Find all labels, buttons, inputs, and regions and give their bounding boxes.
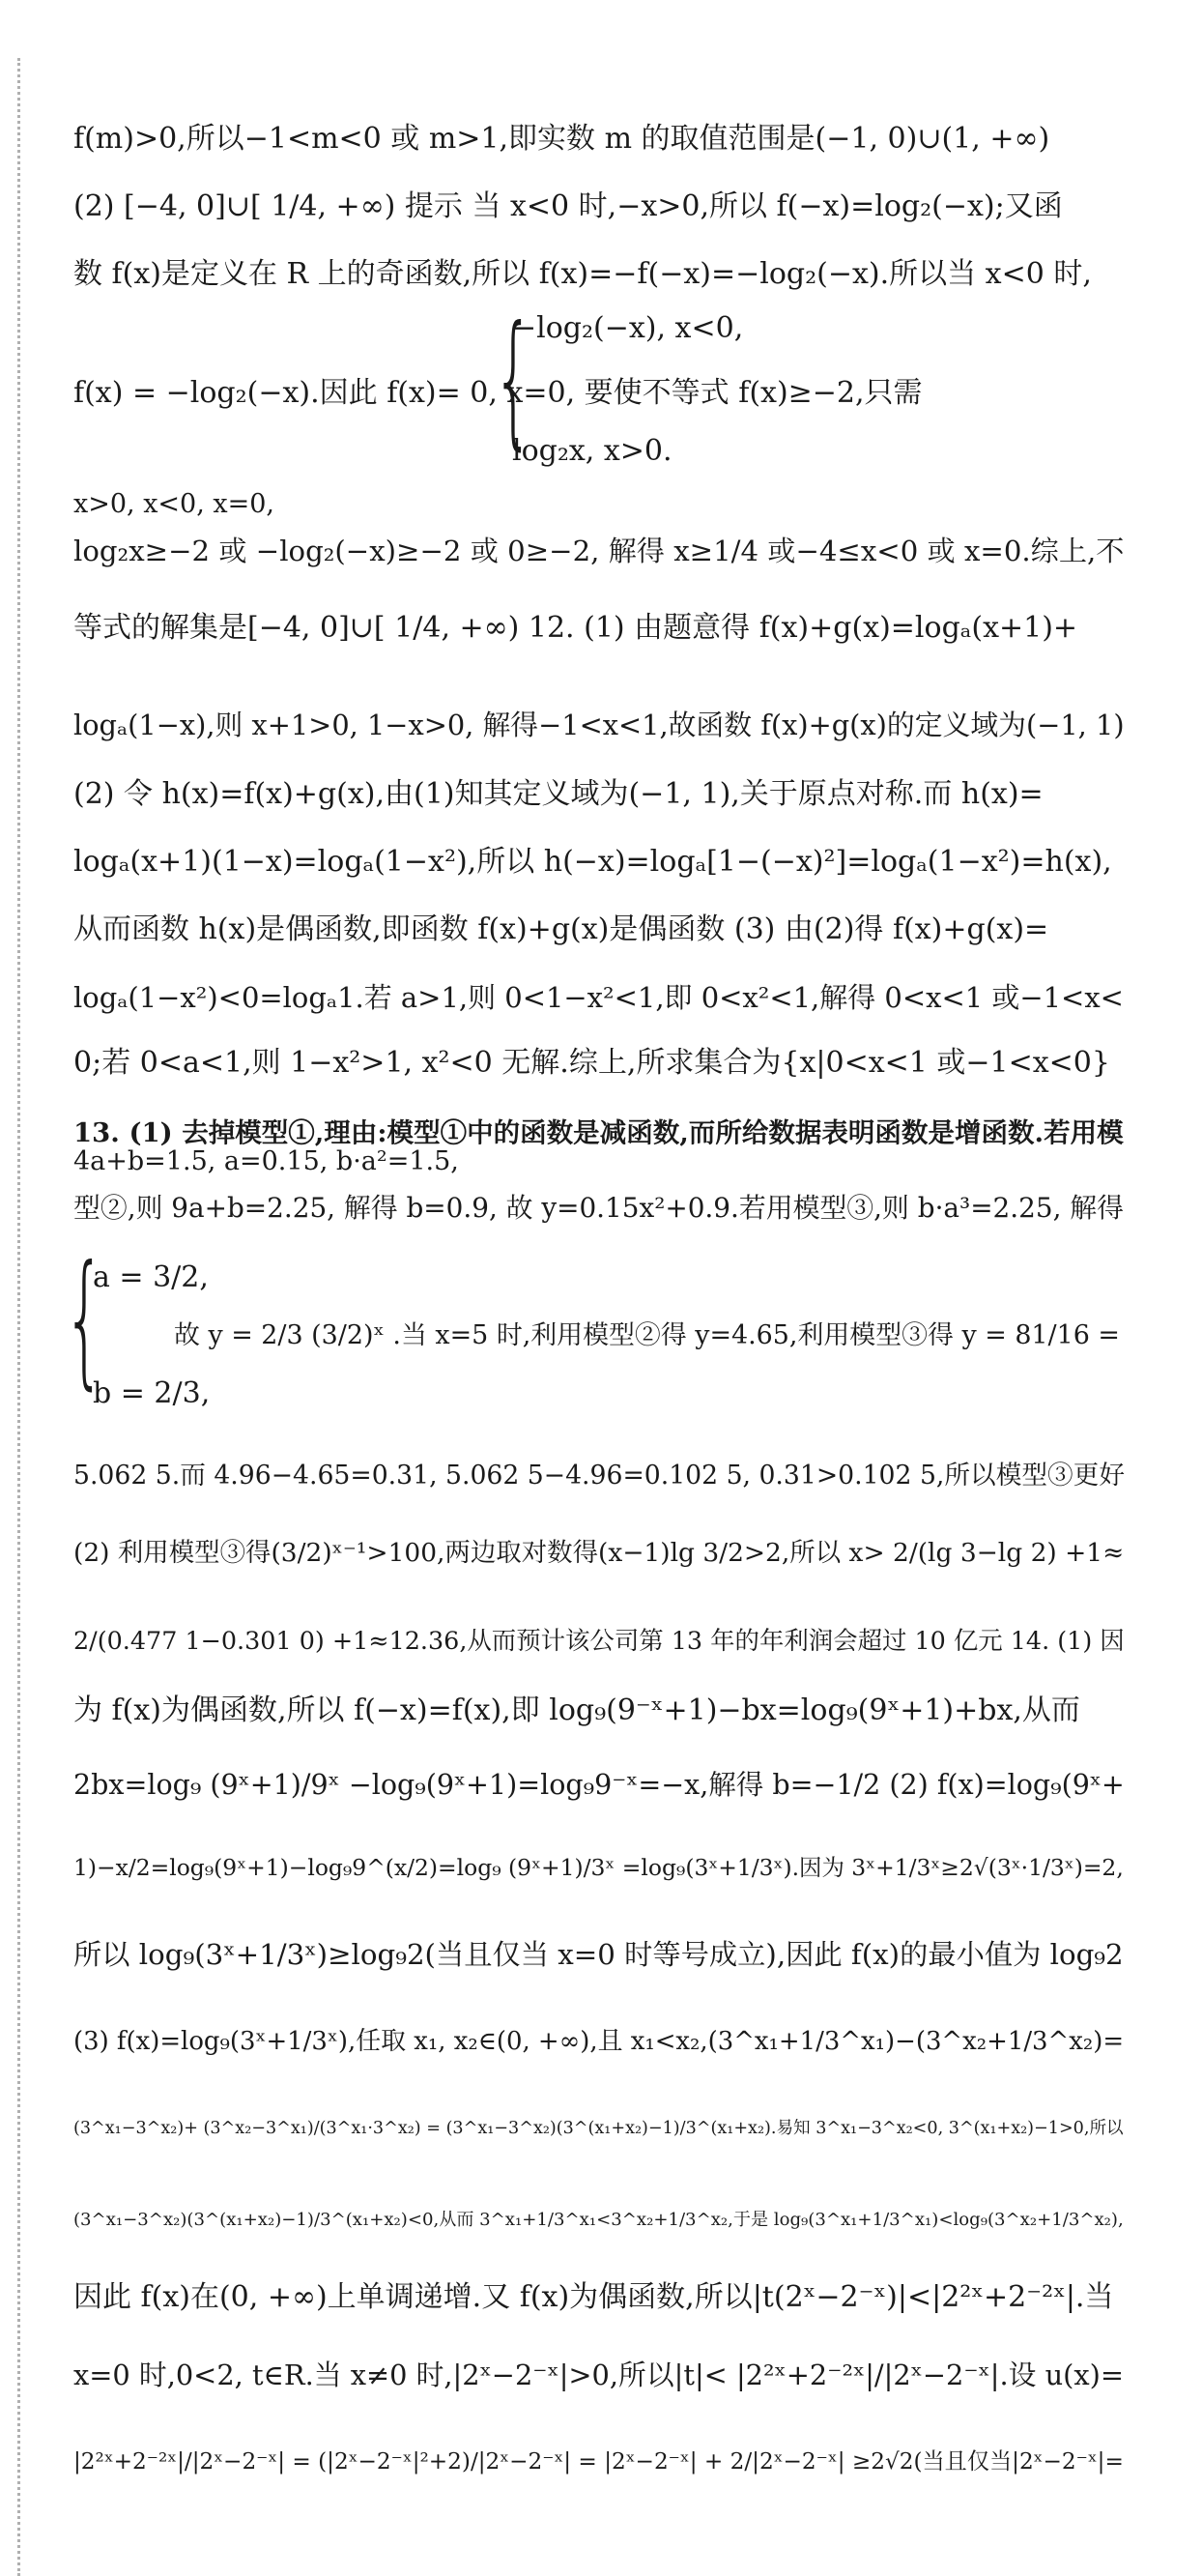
text-line: (3^x₁−3^x₂)(3^(x₁+x₂)−1)/3^(x₁+x₂)<0,从而 3^x₁+1/3^x₁<3^x₂+1/3^x₂,于是 log₉(3^x₁+1/3^x₁)<log₉(3^x₂+1/3^x₂), [73, 2210, 1124, 2230]
text-line: (3^x₁−3^x₂)+ (3^x₂−3^x₁)/(3^x₁·3^x₂) = (3^x₁−3^x₂)(3^(x₁+x₂)−1)/3^(x₁+x₂).易知 3^x₁−3^x₂<0, 3^(x₁+x₂)−1>0,所以 [73, 2119, 1124, 2138]
text-line: logₐ(1−x²)<0=logₐ1.若 a>1,则 0<1−x²<1,即 0<x²<1,解得 0<x<1 或−1<x< [73, 981, 1124, 1014]
text-line: a = 3/2, [93, 1260, 209, 1294]
text-line: log₂x≥−2 或 −log₂(−x)≥−2 或 0≥−2, 解得 x≥1/4 或−4≤x<0 或 x=0.综上,不 [73, 535, 1125, 567]
text-line: 从而函数 h(x)是偶函数,即函数 f(x)+g(x)是偶函数 (3) 由(2)得 f(x)+g(x)= [73, 912, 1049, 946]
text-line: 所以 log₉(3ˣ+1/3ˣ)≥log₉2(当且仅当 x=0 时等号成立),因此 f(x)的最小值为 log₉2 [73, 1938, 1124, 1971]
text-line: (2) 利用模型③得(3/2)ˣ⁻¹>100,两边取对数得(x−1)lg 3/2>2,所以 x> 2/(lg 3−lg 2) +1≈ [73, 1538, 1125, 1568]
left-brace: { [493, 296, 534, 464]
text-line: logₐ(x+1)(1−x)=logₐ(1−x²),所以 h(−x)=logₐ[1−(−x)²]=logₐ(1−x²)=h(x), [73, 845, 1112, 879]
text-line: log₂x, x>0. [512, 434, 673, 468]
text-line: 2bx=log₉ (9ˣ+1)/9ˣ −log₉(9ˣ+1)=log₉9⁻ˣ=−x,解得 b=−1/2 (2) f(x)=log₉(9ˣ+ [73, 1769, 1125, 1801]
text-line: 0;若 0<a<1,则 1−x²>1, x²<0 无解.综上,所求集合为{x|0<x<1 或−1<x<0} [73, 1046, 1110, 1080]
text-line: 4a+b=1.5, a=0.15, b·a²=1.5, [73, 1146, 459, 1176]
text-line: |2²ˣ+2⁻²ˣ|/|2ˣ−2⁻ˣ| = (|2ˣ−2⁻ˣ|²+2)/|2ˣ−2⁻ˣ| = |2ˣ−2⁻ˣ| + 2/|2ˣ−2⁻ˣ| ≥2√2(当且仅当|2ˣ−2⁻ˣ|= [73, 2448, 1124, 2475]
text-line: x>0, x<0, x=0, [73, 489, 274, 519]
text-line: 数 f(x)是定义在 R 上的奇函数,所以 f(x)=−f(−x)=−log₂(−x).所以当 x<0 时, [73, 257, 1092, 291]
text-line: (3) f(x)=log₉(3ˣ+1/3ˣ),任取 x₁, x₂∈(0, +∞),且 x₁<x₂,(3^x₁+1/3^x₁)−(3^x₂+1/3^x₂)= [73, 2027, 1125, 2056]
text-line: 型②,则 9a+b=2.25, 解得 b=0.9, 故 y=0.15x²+0.9.若用模型③,则 b·a³=2.25, 解得 [73, 1192, 1125, 1224]
text-line: −log₂(−x), x<0, [512, 311, 744, 345]
text-line: f(x) = −log₂(−x).因此 f(x)= 0, x=0, 要使不等式 f(x)≥−2,只需 [73, 376, 923, 410]
text-line: x=0 时,0<2, t∈R.当 x≠0 时,|2ˣ−2⁻ˣ|>0,所以|t|< |2²ˣ+2⁻²ˣ|/|2ˣ−2⁻ˣ|.设 u(x)= [73, 2359, 1125, 2391]
text-line: 13. (1) 去掉模型①,理由:模型①中的函数是减函数,而所给数据表明函数是增函数.若用模 [73, 1117, 1124, 1148]
text-line: 因此 f(x)在(0, +∞)上单调递增.又 f(x)为偶函数,所以|t(2ˣ−2⁻ˣ)|<|2²ˣ+2⁻²ˣ|.当 [73, 2280, 1114, 2314]
text-line: 2/(0.477 1−0.301 0) +1≈12.36,从而预计该公司第 13 年的年利润会超过 10 亿元 14. (1) 因 [73, 1626, 1125, 1655]
text-line: f(m)>0,所以−1<m<0 或 m>1,即实数 m 的取值范围是(−1, 0)∪(1, +∞) [73, 122, 1050, 156]
text-line: (2) [−4, 0]∪[ 1/4, +∞) 提示 当 x<0 时,−x>0,所以 f(−x)=log₂(−x);又函 [73, 189, 1063, 223]
text-line: 等式的解集是[−4, 0]∪[ 1/4, +∞) 12. (1) 由题意得 f(x)+g(x)=logₐ(x+1)+ [73, 611, 1078, 645]
left-brace: { [64, 1235, 105, 1404]
text-line: 故 y = 2/3 (3/2)ˣ .当 x=5 时,利用模型②得 y=4.65,利用模型③得 y = 81/16 = [174, 1320, 1120, 1350]
text-line: 5.062 5.而 4.96−4.65=0.31, 5.062 5−4.96=0.102 5, 0.31>0.102 5,所以模型③更好 [73, 1461, 1125, 1491]
text-line: logₐ(1−x),则 x+1>0, 1−x>0, 解得−1<x<1,故函数 f(x)+g(x)的定义域为(−1, 1) [73, 709, 1125, 741]
text-line: 1)−x/2=log₉(9ˣ+1)−log₉9^(x/2)=log₉ (9ˣ+1)/3ˣ =log₉(3ˣ+1/3ˣ).因为 3ˣ+1/3ˣ≥2√(3ˣ·1/3ˣ)=2, [73, 1854, 1124, 1881]
margin-dotted-line [17, 58, 20, 2576]
text-line: (2) 令 h(x)=f(x)+g(x),由(1)知其定义域为(−1, 1),关于原点对称.而 h(x)= [73, 777, 1044, 811]
text-line: b = 2/3, [93, 1376, 211, 1410]
text-line: 为 f(x)为偶函数,所以 f(−x)=f(x),即 log₉(9⁻ˣ+1)−bx=log₉(9ˣ+1)+bx,从而 [73, 1693, 1080, 1727]
